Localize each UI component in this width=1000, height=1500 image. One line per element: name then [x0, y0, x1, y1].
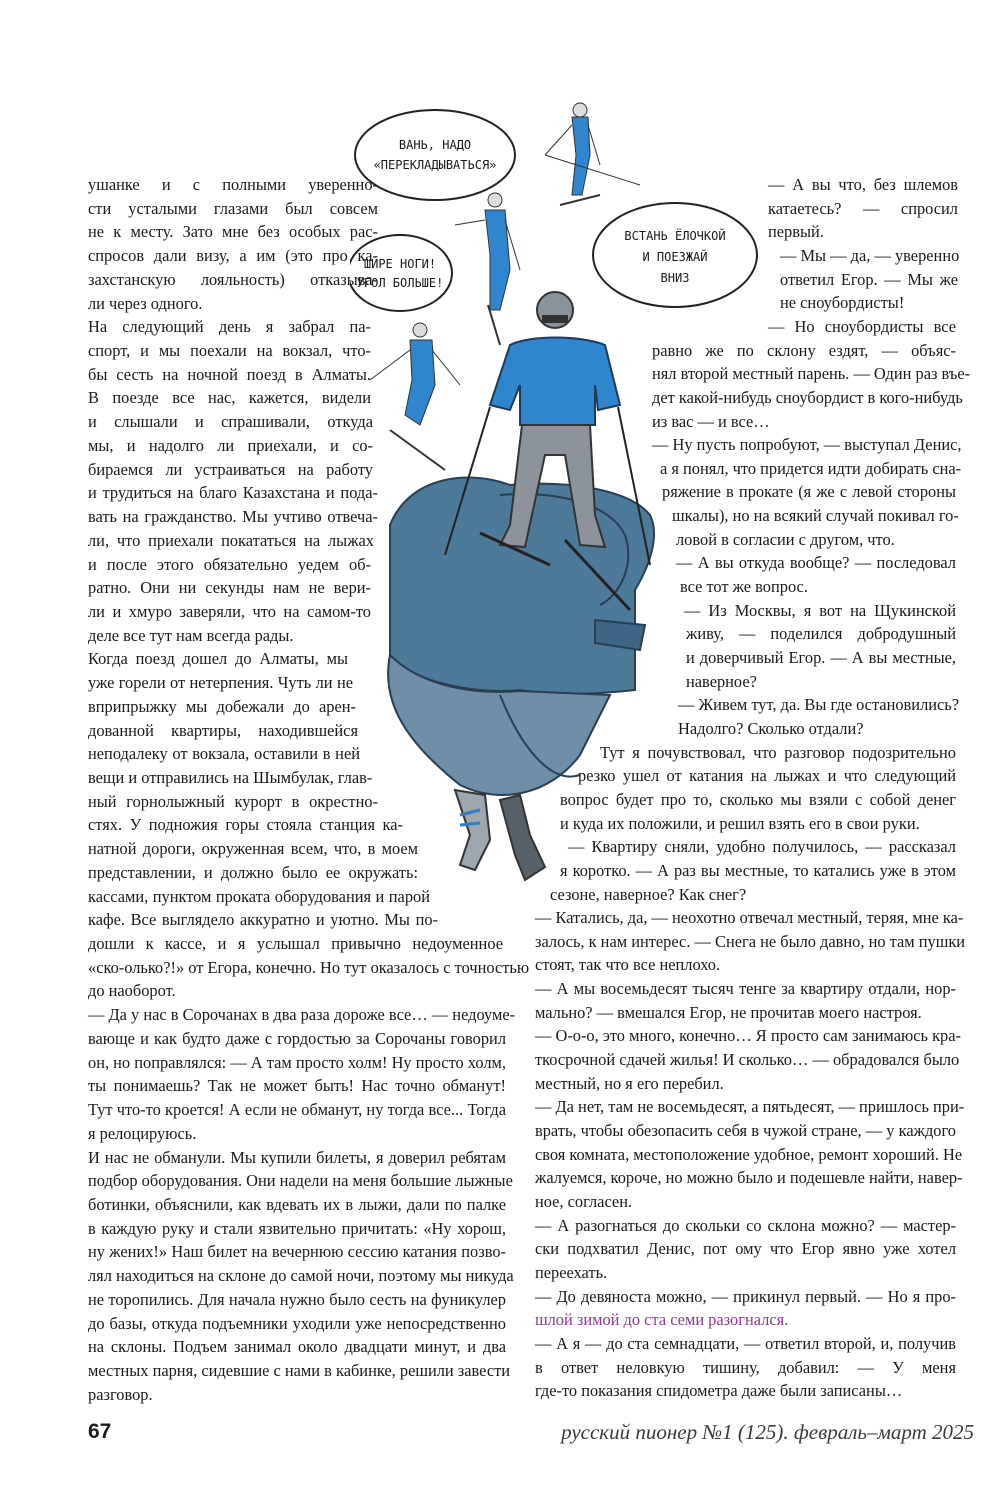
text-line: представлении, и должно было ее окружать:	[88, 862, 418, 882]
text-line: бираемся ли устраиваться на работу	[88, 459, 373, 479]
text-line: дошли к кассе, и я услышал привычно недоуменное	[88, 934, 503, 954]
text-line: захстанскую лояльность) отказыва-	[88, 269, 378, 289]
text-line: — А разогнаться до скольки со склона можно? — мастер-	[535, 1215, 956, 1235]
text-line: мально? — вмешался Егор, не прочитав моего настроя.	[535, 1002, 922, 1022]
text-line: я коротко. — А раз вы местные, то катались уже в этом	[560, 860, 956, 880]
text-line: спорт, и мы поехали на вокзал, что-	[88, 341, 371, 361]
text-line: — А вы что, без шлемов	[768, 175, 958, 194]
text-line: — А я — до ста семнадцати, — ответил второй, и, получив	[535, 1333, 956, 1353]
text-line: мы, и надолго ли приехали, и со-	[88, 435, 373, 455]
text-line: до базы, откуда подъемники уходили уже непосредственно	[88, 1313, 506, 1333]
bubble-1-line-2: «ПЕРЕКЛАДЫВАТЬСЯ»	[373, 158, 497, 172]
text-line: ответил Егор. — Мы же	[780, 269, 958, 289]
text-line: спросов дали визу, а им (это про ка-	[88, 246, 378, 266]
text-line: стях. У подножия горы стояла станция ка-	[88, 815, 403, 835]
text-line: — А мы восемьдесят тысяч тенге за квартиру отдали, нор-	[535, 979, 956, 999]
text-line: ткосрочной сдачей жилья! И сколько… — обрадовался было	[535, 1050, 960, 1070]
text-line: и после этого обязательно уедем об-	[88, 554, 371, 574]
text-line: местных парня, сидевшие с нами в кабинке, решили завести	[88, 1361, 511, 1380]
text-line: Надолго? Сколько отдали?	[678, 718, 864, 738]
lower-skier-figure	[455, 790, 545, 880]
speech-bubble-1	[355, 110, 515, 200]
text-line: на склоны. Подъем занимал около двадцати минут, и два	[88, 1337, 506, 1357]
text-line: ушанке и с полными уверенно-	[88, 175, 378, 194]
text-line: где-то показания спидометра даже были записаны…	[535, 1381, 903, 1401]
text-line: ски подхватил Денис, пот ому что Егор явно уже хотел	[535, 1239, 956, 1259]
text-line: На следующий день я забрал па-	[88, 317, 371, 337]
text-line: местный, но я его перебил.	[535, 1073, 724, 1093]
text-line: ли через одного.	[88, 293, 203, 313]
text-line: ный горнолыжный курорт в окрестно-	[88, 791, 378, 811]
text-line: ты понимаешь? Так не может быть! Нас точно обманут!	[88, 1076, 506, 1096]
text-line: и трудиться на благо Казахстана и пода-	[88, 483, 378, 503]
bubble-2-line-2: УГОЛ БОЛЬШЕ!	[356, 276, 444, 290]
text-line: и куда их положили, и решил взять его в свои руки.	[560, 813, 920, 833]
text-line: — Катались, да, — неохотно отвечал местный, теряя, мне ка-	[535, 908, 964, 928]
text-line: переехать.	[535, 1262, 608, 1282]
text-line: — Да нет, там не восемьдесят, а пятьдесят, — пришлось при-	[535, 1097, 965, 1117]
text-line: резко ушел от катания на лыжах и что следующий	[578, 766, 956, 786]
text-line: уже горели от нетерпения. Чуть ли не	[88, 673, 353, 693]
small-skier-3	[370, 323, 460, 470]
text-line: равно же по склону ездят, — объяс-	[652, 340, 956, 360]
page-number: 67	[88, 1420, 112, 1443]
bubble-3-line-2: И ПОЕЗЖАЙ	[642, 250, 708, 264]
text-line: Тут я почувствовал, что разговор подозрительно	[600, 742, 956, 762]
small-skier-1	[545, 103, 640, 205]
text-line: лял находиться на склоне до самой ночи, поэтому мы никуда	[88, 1266, 514, 1286]
bubble-3-line-1: ВСТАНЬ ЁЛОЧКОЙ	[624, 229, 726, 243]
text-line: не к месту. Зато мне без особых рас-	[88, 222, 378, 242]
text-line: я релоцируюсь.	[88, 1123, 197, 1143]
text-line: и слышали и спрашивали, откуда	[88, 412, 373, 432]
text-line: Когда поезд дошел до Алматы, мы	[88, 649, 348, 669]
bubble-2-line-1: ШИРЕ НОГИ!	[363, 257, 437, 271]
text-line: а я понял, что придется идти добирать сна-	[660, 458, 962, 478]
text-line: деле все тут нам всегда рады.	[88, 625, 294, 645]
highlighted-text: шлой зимой до ста семи разогнался.	[535, 1310, 789, 1330]
text-line: первый.	[768, 222, 824, 242]
text-line: разговор.	[88, 1384, 153, 1404]
text-line: жалуемся, короче, но можно было и подешевле найти, навер-	[535, 1168, 963, 1188]
text-line: врать, чтобы обезопасить себя в чужой стране, — у каждого	[535, 1121, 956, 1140]
text-line: ное, согласен.	[535, 1191, 633, 1211]
text-line: В поезде все нас, кажется, видели	[88, 388, 371, 408]
text-line: ли и хмуро заверяли, что на самом-то	[88, 601, 371, 621]
text-line: сезоне, наверное? Как снег?	[550, 884, 747, 904]
text-line: — Но сноубордисты все	[768, 316, 956, 336]
text-line: — Мы — да, — уверенно	[780, 245, 960, 265]
text-line: — О-о-о, это много, конечно… Я просто сам занимаюсь кра-	[535, 1026, 961, 1046]
text-line: натной дороги, окруженная всем, что, в моем	[88, 839, 418, 859]
text-line: в каждую руку и стали язвительно причитать: «Ну хорош,	[88, 1218, 506, 1238]
text-line: — Живем тут, да. Вы где остановились?	[678, 695, 960, 715]
text-line: бы сесть на ночной поезд в Алматы.	[88, 364, 371, 384]
text-line: не сноубордисты!	[780, 293, 905, 313]
text-line: — А вы откуда вообще? — последовал	[676, 553, 956, 573]
text-line: нял второй местный парень. — Один раз въе-	[652, 364, 971, 384]
text-line: — Ну пусть попробуют, — выступал Денис,	[652, 435, 962, 455]
bubble-1-line-1: ВАНЬ, НАДО	[398, 138, 472, 152]
text-line: — Квартиру сняли, удобно получилось, — рассказал	[568, 837, 956, 857]
small-skier-2	[455, 193, 520, 345]
text-line: до наоборот.	[88, 981, 176, 1001]
text-line: залось, к нам интерес. — Снега не было давно, но там пушки	[535, 931, 966, 951]
text-line: И нас не обманули. Мы купили билеты, я доверил ребятам	[88, 1147, 506, 1167]
text-line: из вас — и все…	[652, 411, 770, 431]
text-line: вещи и отправились на Шымбулак, глав-	[88, 768, 373, 787]
text-line	[535, 1308, 788, 1331]
text-line: вающе и как будто даже с гордостью за Сорочаны говорил	[88, 1028, 506, 1048]
speech-bubble-3	[593, 203, 757, 307]
text-line: вать на гражданство. Мы учтиво отвеча-	[88, 507, 378, 527]
text-line: кассами, пунктом проката оборудования и парой	[88, 886, 430, 906]
text-line: ратно. Они ни секунды нам не вери-	[88, 578, 371, 598]
text-line: дет какой-нибудь сноубордист в кого-нибудь	[652, 387, 963, 407]
text-line: стоят, так что все неплохо.	[535, 955, 721, 975]
text-line: катаетесь? — спросил	[768, 198, 958, 218]
text-line: «ско-олько?!» от Егора, конечно. Но тут оказалось с точностью	[88, 957, 530, 977]
magazine-footer: русский пионер №1 (125). февраль–март 2025	[561, 1420, 974, 1444]
text-line: неподалеку от вокзала, оставили в ней	[88, 744, 360, 764]
text-line: дованной квартиры, находившейся	[88, 720, 358, 740]
text-line: в ответ неловкую тишину, добавил: — У меня	[535, 1357, 956, 1377]
text-line: кафе. Все выглядело аккуратно и уютно. Мы по-	[88, 910, 438, 930]
text-line: вопрос будет про то, сколько мы взяли с собой денег	[560, 789, 956, 809]
bubble-3-line-3: ВНИЗ	[660, 271, 690, 285]
text-line: наверное?	[686, 671, 757, 691]
text-line: ну жених!» Наш билет на вечернюю сессию катания позво-	[88, 1242, 506, 1262]
text-line: все тот же вопрос.	[680, 577, 808, 597]
text-line: Тут что-то кроется! А если не обманут, ну тогда все... Тогда	[88, 1100, 506, 1120]
text-line: не торопились. Для начала нужно было сесть на фуникулер	[88, 1289, 506, 1309]
text-line: вприпрыжку мы добежали до арен-	[88, 696, 356, 716]
text-line: подбор оборудования. Они надели на меня большие лыжные	[88, 1171, 513, 1191]
text-line: ловой в согласии с другом, что.	[676, 529, 895, 549]
text-line: — Да у нас в Сорочанах в два раза дороже все… — недоуме-	[88, 1005, 516, 1025]
text-line: — До девяноста можно, — прикинул первый. — Но я про-	[535, 1286, 956, 1306]
text-line: своя комната, местоположение удобное, ремонт хороший. Не	[535, 1144, 963, 1164]
text-line: — Из Москвы, я вот на Щукинской	[684, 600, 956, 620]
text-line: он, но поправлялся: — А там просто холм! Ну просто холм,	[88, 1052, 507, 1072]
text-line: живу, — поделился добродушный	[686, 624, 956, 644]
text-line: ли, что приехали покататься на лыжах	[88, 530, 374, 550]
text-line: шкалы), но на всякий случай покивал го-	[672, 506, 959, 526]
text-line: ботинки, объяснили, как вдевать их в лыжи, дали по палке	[88, 1194, 506, 1214]
text-line: ряжение в прокате (я же с левой стороны	[662, 482, 956, 502]
text-line: и доверчивый Егор. — А вы местные,	[686, 648, 956, 667]
text-line: сти усталыми глазами был совсем	[88, 198, 378, 218]
